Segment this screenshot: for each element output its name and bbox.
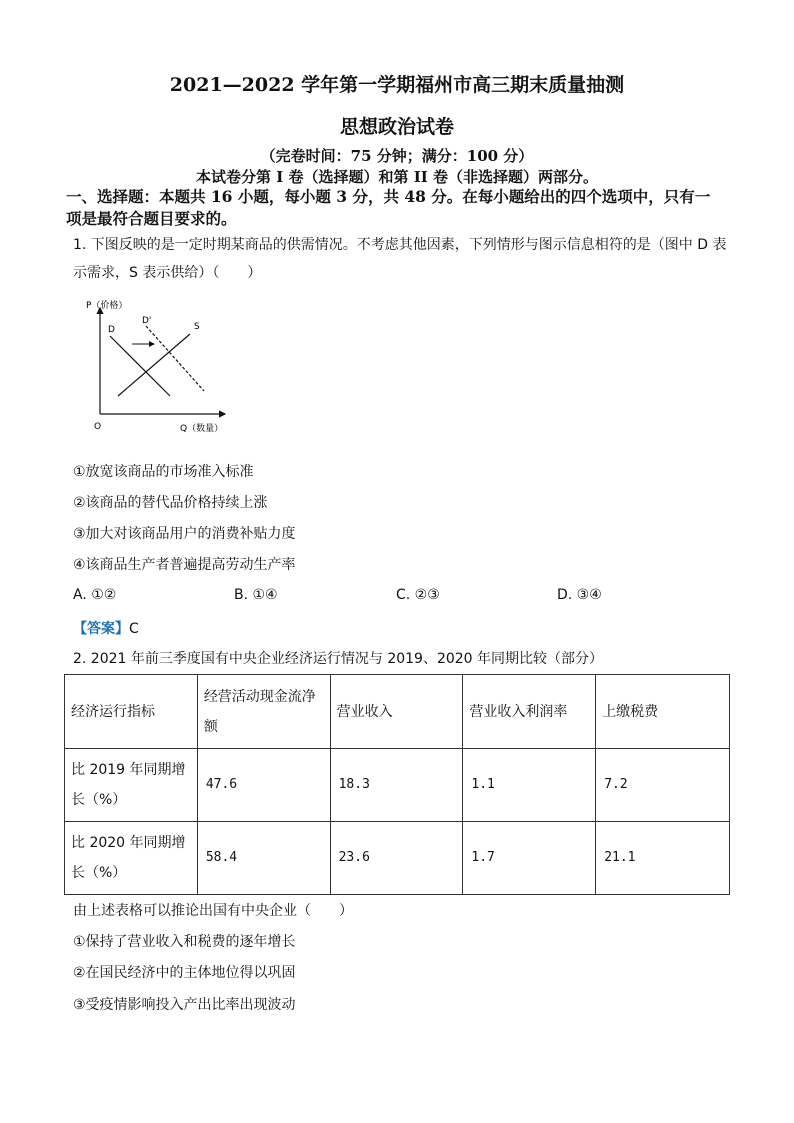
table-cell: 1.7 — [463, 822, 596, 895]
table-cell: 1.1 — [463, 749, 596, 822]
answer-value: C — [129, 621, 139, 637]
section-instructions-line2: 项是最符合题目要求的。 — [66, 209, 237, 228]
table-cell: 18.3 — [330, 749, 463, 822]
q1-stem-line2: 示需求，S 表示供给）（ ） — [73, 265, 262, 281]
table-header-cell: 经济运行指标 — [65, 675, 198, 749]
table-cell: 47.6 — [197, 749, 330, 822]
economic-indicators-table — [64, 674, 730, 895]
q2-question: 由上述表格可以推论出国有中央企业（ ） — [73, 903, 353, 919]
table-header-cell: 经营活动现金流净额 — [197, 675, 330, 749]
origin-label: O — [94, 422, 102, 432]
demand-curve — [110, 336, 170, 396]
q1-stem-line1: 1. 下图反映的是一定时期某商品的供需情况。不考虑其他因素，下列情形与图示信息相符的是（图中 D 表 — [73, 237, 727, 253]
section-instructions-line1: 一、选择题：本题共 16 小题，每小题 3 分，共 48 分。在每小题给出的四个选项中，只有一 — [66, 187, 711, 206]
exam-time-info: （完卷时间：75 分钟；满分：100 分） — [260, 147, 534, 165]
exam-subject: 思想政治试卷 — [339, 116, 454, 138]
y-axis-label: P（价格） — [86, 301, 128, 311]
q2-statement-1: ①保持了营业收入和税费的逐年增长 — [73, 934, 296, 950]
table-header-cell: 上缴税费 — [596, 675, 730, 749]
q1-statement-1: ①放宽该商品的市场准入标准 — [73, 464, 254, 480]
demand-label: D — [108, 325, 115, 335]
table-cell: 7.2 — [596, 749, 730, 822]
q2-statement-2: ②在国民经济中的主体地位得以巩固 — [73, 965, 296, 981]
answer-label: 【答案】 — [73, 621, 129, 637]
q1-option-d: D. ③④ — [557, 587, 602, 603]
supply-label: S — [194, 322, 200, 332]
exam-parts-info: 本试卷分第 I 卷（选择题）和第 II 卷（非选择题）两部分。 — [196, 168, 598, 186]
table-header-cell: 营业收入利润率 — [463, 675, 596, 749]
q1-statement-2: ②该商品的替代品价格持续上涨 — [73, 495, 268, 511]
q1-option-a: A. ①② — [73, 587, 117, 603]
table-cell: 23.6 — [330, 822, 463, 895]
q1-option-c: C. ②③ — [396, 587, 440, 603]
x-axis-label: Q（数量） — [180, 424, 224, 434]
q2-stem: 2. 2021 年前三季度国有中央企业经济运行情况与 2019、2020 年同期比较（部分） — [73, 651, 604, 667]
supply-demand-diagram — [80, 296, 240, 441]
table-cell: 58.4 — [197, 822, 330, 895]
q1-statement-3: ③加大对该商品用户的消费补贴力度 — [73, 526, 296, 542]
table-cell: 21.1 — [596, 822, 730, 895]
q1-option-b: B. ①④ — [234, 587, 278, 603]
table-row — [65, 822, 730, 895]
table-row-label: 比 2019 年同期增长（%） — [65, 749, 198, 822]
q1-answer — [73, 618, 139, 638]
exam-title: 2021—2022 学年第一学期福州市高三期末质量抽测 — [169, 74, 625, 96]
table-header-cell: 营业收入 — [330, 675, 463, 749]
demand-new-label: D' — [142, 316, 152, 326]
q2-statement-3: ③受疫情影响投入产出比率出现波动 — [73, 997, 296, 1013]
table-header-row — [65, 675, 730, 749]
supply-curve — [118, 334, 190, 396]
table-row — [65, 749, 730, 822]
q1-statement-4: ④该商品生产者普遍提高劳动生产率 — [73, 557, 296, 573]
table-row-label: 比 2020 年同期增长（%） — [65, 822, 198, 895]
